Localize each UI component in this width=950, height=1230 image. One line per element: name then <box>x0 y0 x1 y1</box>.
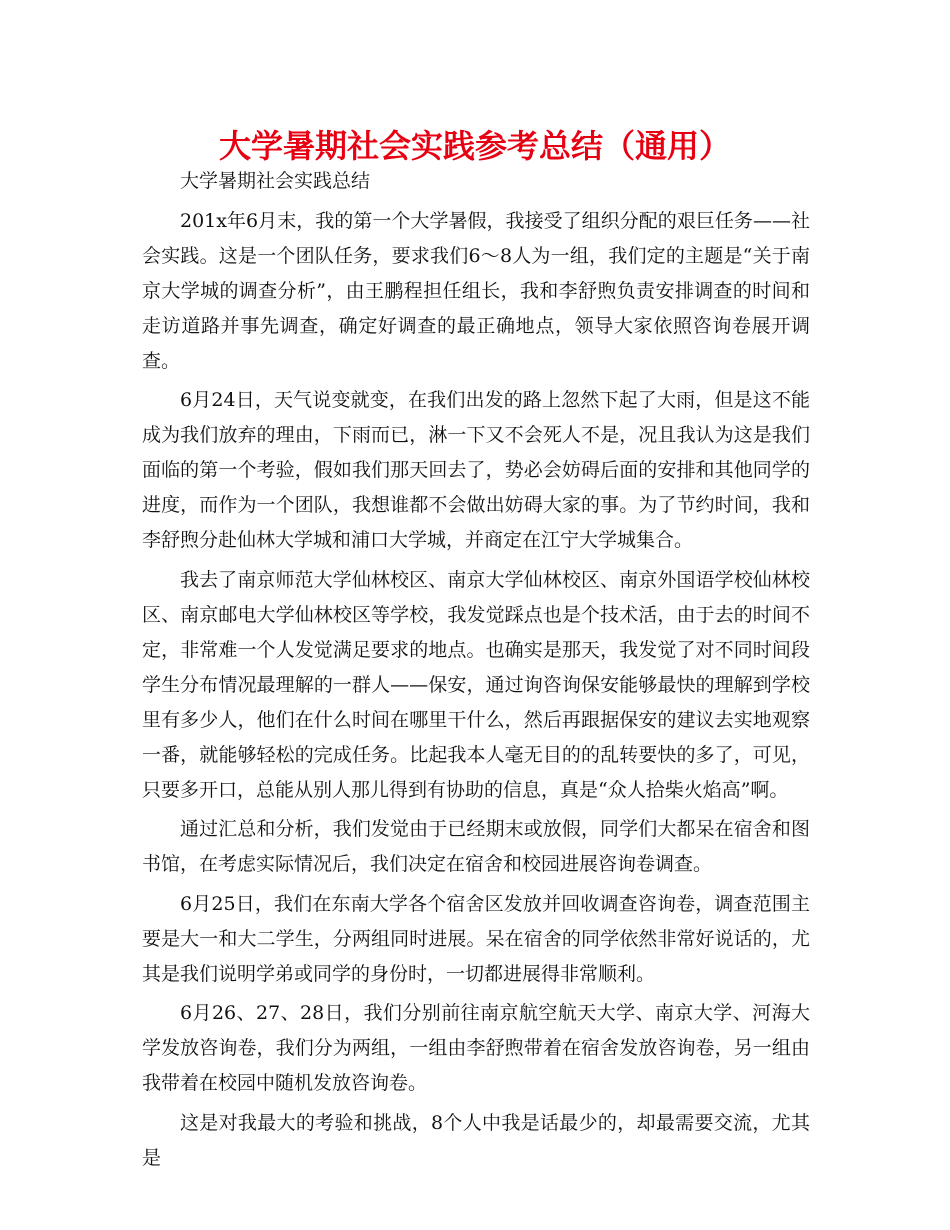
document-title: 大学暑期社会实践参考总结（通用） <box>218 127 731 165</box>
paragraph: 6月25日，我们在东南大学各个宿舍区发放并回收调查咨询卷，调查范围主要是大一和大二学生，分两组同时进展。呆在宿舍的同学依然非常好说话的，尤其是我们说明学弟或同学的身份时，一切都进展得非常顺利。 <box>142 892 810 985</box>
paragraph: 这是对我最大的考验和挑战，8个人中我是话最少的，却最需要交流，尤其是 <box>142 1111 810 1169</box>
paragraph: 我去了南京师范大学仙林校区、南京大学仙林校区、南京外国语学校仙林校区、南京邮电大学仙林校区等学校，我发觉踩点也是个技术活，由于去的时间不定，非常难一个人发觉满足要求的地点。也确实是那天，我发觉了对不同时间段学生分布情况最理解的一群人——保安，通过询咨询保安能够最快的理解到学校里有多少人，他们在什么时间在哪里干什么，然后再跟据保安的建议去实地观察一番，就能够轻松的完成任务。比起我本人毫无目的的乱转要快的多了，可见，只要多开口，总能从别人那儿得到有协助的信息，真是“众人拾柴火焰高”啊。 <box>142 568 810 801</box>
paragraph: 通过汇总和分析，我们发觉由于已经期末或放假，同学们大都呆在宿舍和图书馆，在考虑实际情况后，我们决定在宿舍和校园进展咨询卷调查。 <box>142 818 810 875</box>
document-body <box>142 164 810 1180</box>
paragraph: 201x年6月末，我的第一个大学暑假，我接受了组织分配的艰巨任务——社会实践。这是一个团队任务，要求我们6～8人为一组，我们定的主题是“关于南京大学城的调查分析”，由王鹏程担任组长，我和李舒煦负责安排调查的时间和走访道路并事先调查，确定好调查的最正确地点，领导大家依照咨询卷展开调查。 <box>142 209 810 372</box>
paragraph-subtitle: 大学暑期社会实践总结 <box>180 170 371 192</box>
paragraph: 6月26、27、28日，我们分别前往南京航空航天大学、南京大学、河海大学发放咨询卷，我们分为两组，一组由李舒煦带着在宿舍发放咨询卷，另一组由我带着在校园中随机发放咨询卷。 <box>142 1002 810 1094</box>
paragraph: 6月24日，天气说变就变，在我们出发的路上忽然下起了大雨，但是这不能成为我们放弃的理由，下雨而已，淋一下又不会死人不是，况且我认为这是我们面临的第一个考验，假如我们那天回去了，势必会妨碍后面的安排和其他同学的进度，而作为一个团队，我想谁都不会做出妨碍大家的事。为了节约时间，我和李舒煦分赴仙林大学城和浦口大学城，并商定在江宁大学城集合。 <box>142 389 810 551</box>
